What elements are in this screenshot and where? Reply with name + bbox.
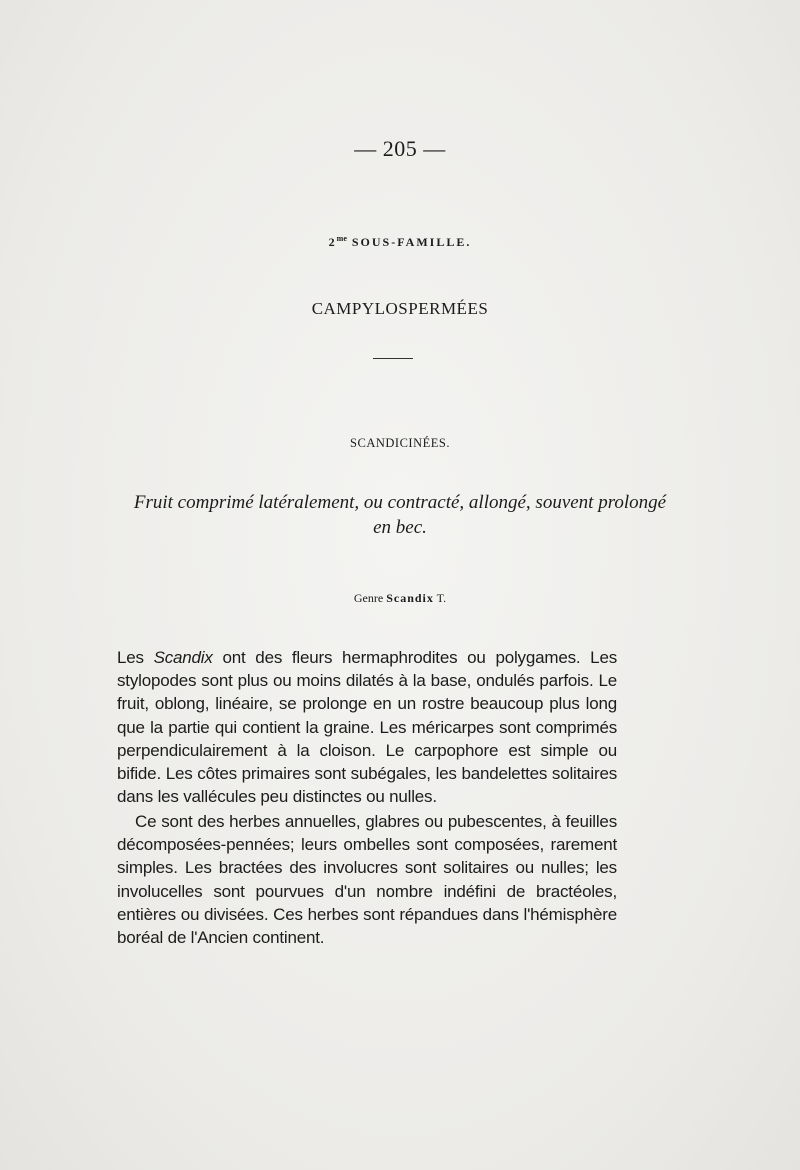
paragraph-1-rest: ont des fleurs hermaphrodites ou polygames. Les stylopodes sont plus ou moins dilatés à la base, ondulés parfois. Le fruit, oblong, linéaire, se prolonge en un rostre beaucoup plus long que la partie qui contient la graine. Les méricarpes sont comprimés perpendiculairement à la cloison. Le carpophore est simple ou bifide. Les côtes primaires sont subégales, les bandelettes solitaires dans les vallécules peu distinctes ou nulles. — [117, 648, 617, 807]
paragraph-1-genus-italic: Scandix — [153, 648, 213, 667]
subfamily-number: 2 — [328, 235, 337, 249]
tribe-heading: SCANDICINÉES. — [350, 436, 450, 450]
genus-prefix: Genre — [353, 591, 384, 605]
subfamily-heading — [0, 234, 800, 250]
paragraph-genus-description — [117, 646, 617, 808]
subfamily-ordinal-suffix: me — [336, 234, 347, 243]
genus-author: T. — [436, 591, 447, 605]
section-divider — [373, 358, 413, 359]
tribe-diagnosis: Fruit comprimé latéralement, ou contracté, allongé, souvent prolongé en bec. — [133, 492, 667, 538]
page-number: — 205 — — [354, 136, 446, 161]
paragraph-habit-description: Ce sont des herbes annuelles, glabres ou pubescentes, à feuilles décomposées-pennées; leurs ombelles sont composées, rarement simples. Les bractées des involucres sont solitaires ou nulles; les involucelles sont pourvues d'un nombre indéfini de bractéoles, entières ou divisées. Ces herbes sont répandues dans l'hémisphère boréal de l'Ancien continent. — [117, 812, 617, 948]
genus-name: Scandix — [386, 591, 434, 605]
genus-heading — [0, 591, 800, 606]
family-heading: CAMPYLOSPERMÉES — [311, 299, 489, 318]
subfamily-label: SOUS-FAMILLE. — [351, 235, 472, 249]
paragraph-1-start: Les — [117, 648, 154, 667]
